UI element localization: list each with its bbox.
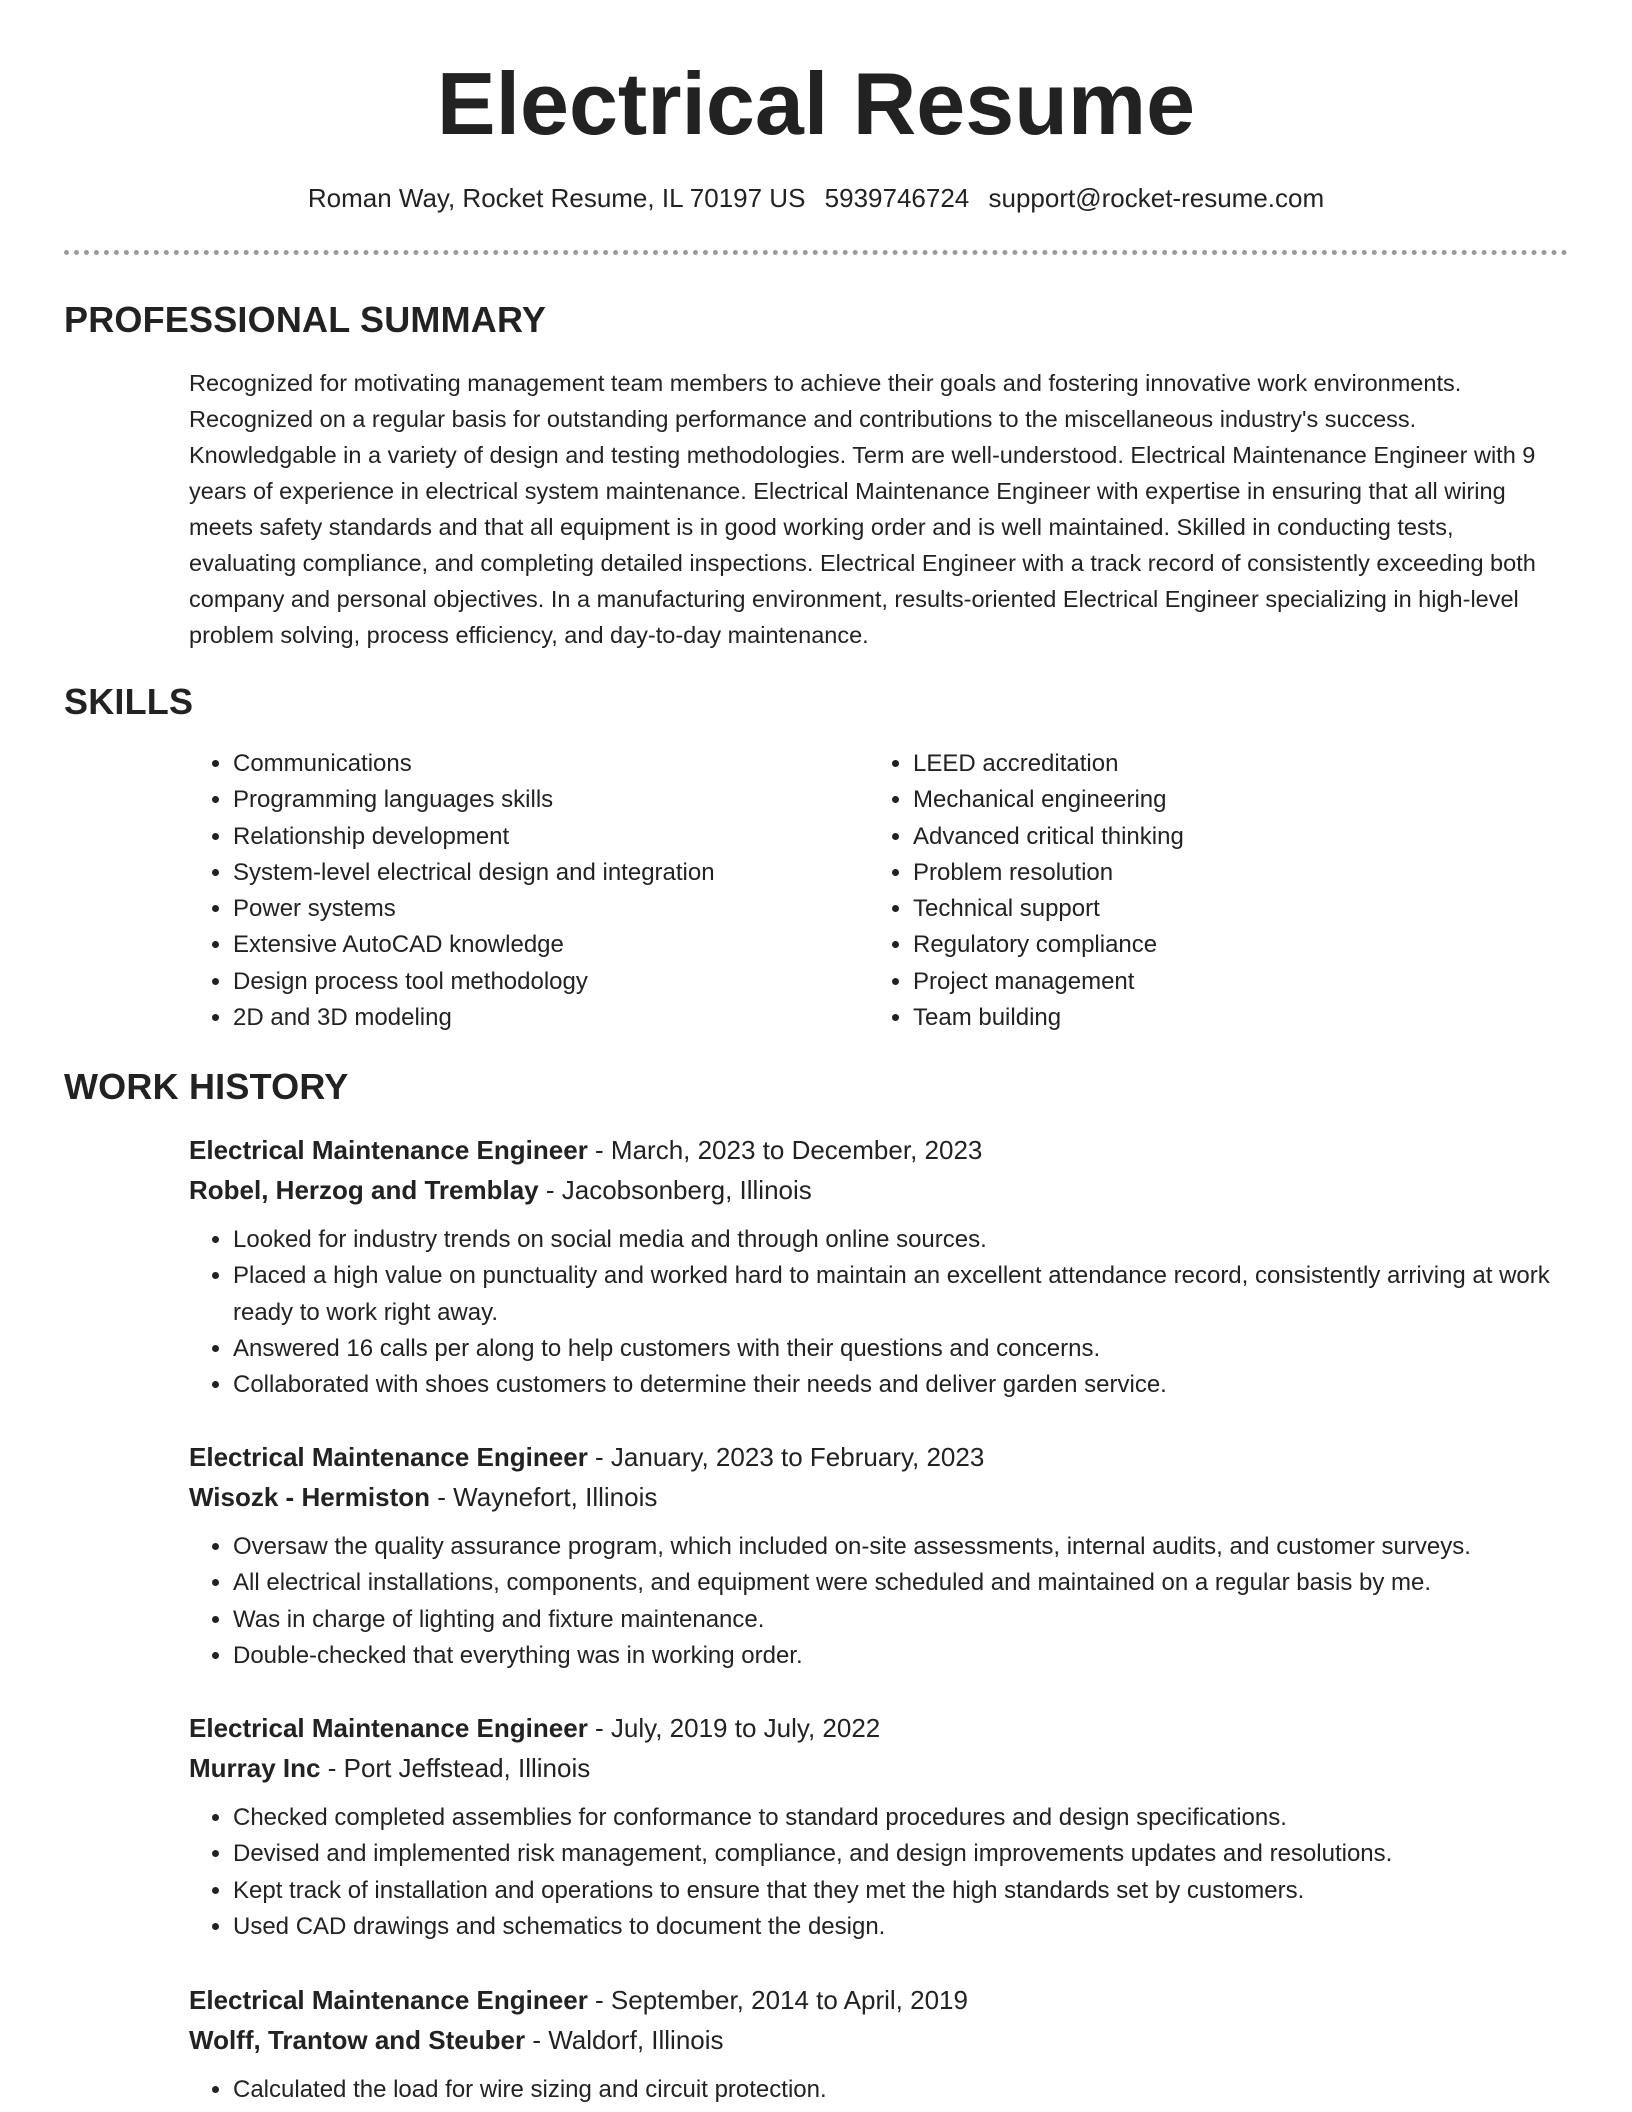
- job-location: - Waldorf, Illinois: [525, 2025, 724, 2055]
- contact-email: support@rocket-resume.com: [988, 183, 1325, 213]
- skill-item: • Regulatory compliance: [913, 927, 1549, 963]
- job-bullet: • Kept track of installation and operations to ensure that they met the high standards set by customers.: [233, 1873, 1559, 1909]
- job-company-line: [189, 1748, 1559, 1788]
- skill-item: • Design process tool methodology: [233, 964, 869, 1000]
- resume-name: Electrical Resume: [436, 54, 1196, 153]
- job-title-line: [189, 1130, 1559, 1170]
- job-location: - Port Jeffstead, Illinois: [320, 1753, 591, 1783]
- job-company: Wisozk - Hermiston: [189, 1482, 431, 1512]
- contact-phone: 5939746724: [824, 183, 970, 213]
- job-bullet: • Devised and implemented risk management, compliance, and design improvements updates and resolutions.: [233, 1836, 1559, 1872]
- job-bullet: • Checked completed assemblies for conformance to standard procedures and design specifications.: [233, 1800, 1559, 1836]
- job-bullet: • Double-checked that everything was in working order.: [233, 1638, 1559, 1674]
- section-title-skills: SKILLS: [64, 681, 194, 722]
- skill-item: • Project management: [913, 964, 1549, 1000]
- skill-item: • LEED accreditation: [913, 746, 1549, 782]
- job-bullet: • Was in charge of lighting and fixture maintenance.: [233, 1602, 1559, 1638]
- job-title: Electrical Maintenance Engineer: [189, 1135, 588, 1165]
- job-dates: - September, 2014 to April, 2019: [587, 1985, 968, 2015]
- skill-item: • Problem resolution: [913, 855, 1549, 891]
- job-company: Robel, Herzog and Tremblay: [189, 1175, 539, 1205]
- skill-item: • Team building: [913, 1000, 1549, 1036]
- job-entry: [189, 1130, 1559, 1403]
- skill-item: • Communications: [233, 746, 869, 782]
- job-company-line: [189, 1170, 1559, 1210]
- job-company-line: [189, 2020, 1559, 2060]
- job-company: Wolff, Trantow and Steuber: [189, 2025, 526, 2055]
- job-bullet: • Collaborated with shoes customers to determine their needs and deliver garden service.: [233, 1367, 1559, 1403]
- skill-item: • Programming languages skills: [233, 782, 869, 818]
- job-bullets: [189, 2072, 1559, 2108]
- job-title-line: [189, 1980, 1559, 2020]
- job-bullets: [189, 1800, 1559, 1945]
- skills-list: [189, 746, 1559, 1036]
- job-entry: [189, 1708, 1559, 1945]
- skill-item: • Mechanical engineering: [913, 782, 1549, 818]
- skill-item: • Power systems: [233, 891, 869, 927]
- section-title-summary: PROFESSIONAL SUMMARY: [64, 299, 547, 340]
- skill-item: • Advanced critical thinking: [913, 819, 1549, 855]
- job-entry: [189, 1980, 1559, 2108]
- job-bullets: [189, 1222, 1559, 1403]
- job-location: - Jacobsonberg, Illinois: [538, 1175, 812, 1205]
- job-dates: - January, 2023 to February, 2023: [587, 1442, 985, 1472]
- header-divider: [64, 250, 1568, 255]
- job-bullet: • Placed a high value on punctuality and worked hard to maintain an excellent attendance record, consistently arriving at work ready to work right away.: [233, 1258, 1559, 1331]
- job-location: - Waynefort, Illinois: [430, 1482, 658, 1512]
- skill-item: • Extensive AutoCAD knowledge: [233, 927, 869, 963]
- skill-item: • Technical support: [913, 891, 1549, 927]
- skills-column-left: [189, 746, 869, 1036]
- job-entry: [189, 1437, 1559, 1674]
- job-dates: - March, 2023 to December, 2023: [587, 1135, 983, 1165]
- job-bullets: [189, 1529, 1559, 1674]
- contact-line: [0, 180, 1632, 216]
- contact-address: Roman Way, Rocket Resume, IL 70197 US: [307, 183, 806, 213]
- job-dates: - July, 2019 to July, 2022: [587, 1713, 881, 1743]
- job-bullet: • Answered 16 calls per along to help customers with their questions and concerns.: [233, 1331, 1559, 1367]
- skill-item: • Relationship development: [233, 819, 869, 855]
- skill-item: • System-level electrical design and integration: [233, 855, 869, 891]
- skill-item: • 2D and 3D modeling: [233, 1000, 869, 1036]
- skills-column-right: [869, 746, 1549, 1036]
- job-company-line: [189, 1477, 1559, 1517]
- section-title-work-history: WORK HISTORY: [64, 1066, 349, 1107]
- job-title: Electrical Maintenance Engineer: [189, 1985, 588, 2015]
- job-bullet: • Calculated the load for wire sizing and circuit protection.: [233, 2072, 1559, 2108]
- job-title: Electrical Maintenance Engineer: [189, 1713, 588, 1743]
- summary-text: Recognized for motivating management team members to achieve their goals and fostering innovative work environments. Recognized on a regular basis for outstanding performance and contributions to the miscellaneous industry's success. Knowledgable in a variety of design and testing methodologies. Term are well-understood. Electrical Maintenance Engineer with 9 years of experience in electrical system maintenance. Electrical Maintenance Engineer with expertise in ensuring that all wiring meets safety standards and that all equipment is in good working order and is well maintained. Skilled in conducting tests, evaluating compliance, and completing detailed inspections. Electrical Engineer with a track record of consistently exceeding both company and personal objectives. In a manufacturing environment, results-oriented Electrical Engineer specializing in high-level problem solving, process efficiency, and day-to-day maintenance.: [189, 370, 1536, 648]
- job-bullet: • Used CAD drawings and schematics to document the design.: [233, 1909, 1559, 1945]
- job-bullet: • All electrical installations, components, and equipment were scheduled and maintained on a regular basis by me.: [233, 1565, 1559, 1601]
- job-bullet: • Oversaw the quality assurance program, which included on-site assessments, internal audits, and customer surveys.: [233, 1529, 1559, 1565]
- job-title-line: [189, 1437, 1559, 1477]
- job-company: Murray Inc: [189, 1753, 321, 1783]
- job-title-line: [189, 1708, 1559, 1748]
- job-title: Electrical Maintenance Engineer: [189, 1442, 588, 1472]
- job-bullet: • Looked for industry trends on social media and through online sources.: [233, 1222, 1559, 1258]
